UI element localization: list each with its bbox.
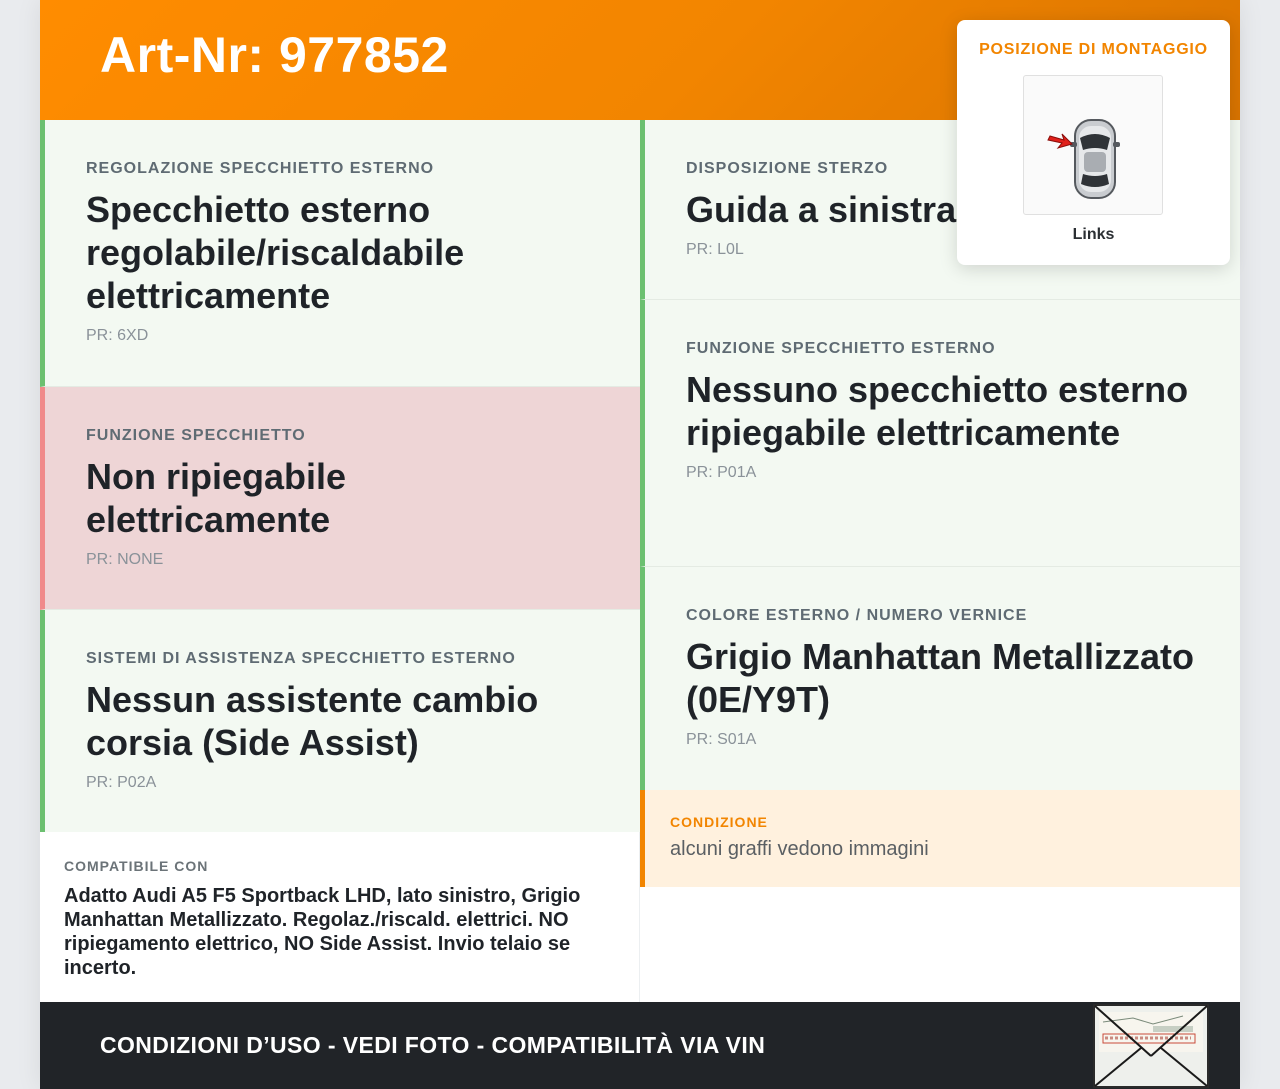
envelope-stamp-icon	[1093, 1004, 1209, 1088]
field-value: Specchietto esterno regolabile/riscaldabile elettricamente	[86, 189, 465, 316]
field-label: REGOLAZIONE SPECCHIETTO ESTERNO	[86, 160, 435, 177]
mounting-position-title: POSIZIONE DI MONTAGGIO	[979, 41, 1208, 58]
car-top-view-icon	[1023, 75, 1163, 215]
field-mirror-assist-systems	[40, 610, 640, 832]
field-pr-code: PR: S01A	[686, 731, 757, 748]
field-pr-code: PR: P02A	[86, 774, 157, 791]
condition-label: CONDIZIONE	[670, 814, 768, 830]
product-sheet	[40, 0, 1240, 1089]
field-label: SISTEMI DI ASSISTENZA SPECCHIETTO ESTERNO	[86, 650, 516, 667]
condition-text: alcuni graffi vedono immagini	[670, 838, 929, 860]
article-number: Art-Nr: 977852	[100, 27, 449, 83]
field-pr-code: PR: P01A	[686, 464, 757, 481]
field-exterior-color	[640, 567, 1240, 790]
field-exterior-mirror-function	[640, 300, 1240, 567]
footer-bar	[40, 1002, 1240, 1089]
field-label: DISPOSIZIONE STERZO	[686, 160, 889, 177]
field-mirror-function	[40, 387, 640, 610]
field-value: Grigio Manhattan Metallizzato (0E/Y9T)	[686, 636, 1195, 720]
field-pr-code: PR: 6XD	[86, 327, 149, 344]
field-label: FUNZIONE SPECCHIETTO ESTERNO	[686, 340, 996, 357]
compatibility-text: Adatto Audi A5 F5 Sportback LHD, lato sinistro, Grigio Manhattan Metallizzato. Regolaz./riscald. elettrici. NO ripiegamento elettrico, NO Side Assist. Invio telaio se incerto.	[64, 885, 581, 979]
field-value: Guida a sinistra	[686, 189, 957, 230]
mounting-position-caption: Links	[1072, 226, 1115, 243]
condition-box	[640, 790, 1240, 887]
field-pr-code: PR: NONE	[86, 551, 164, 568]
compatibility-box	[40, 832, 640, 1002]
field-label: FUNZIONE SPECCHIETTO	[86, 427, 306, 444]
field-value: Nessun assistente cambio corsia (Side Assist)	[86, 679, 539, 763]
compatibility-label: COMPATIBILE CON	[64, 858, 209, 874]
field-label: COLORE ESTERNO / NUMERO VERNICE	[686, 607, 1028, 624]
field-mirror-adjustment	[40, 120, 640, 387]
field-pr-code: PR: L0L	[686, 241, 744, 258]
footer-text: CONDIZIONI D’USO - VEDI FOTO - COMPATIBILITÀ VIA VIN	[100, 1032, 766, 1058]
field-value: Non ripiegabile elettricamente	[86, 456, 347, 540]
mounting-position-card	[957, 20, 1230, 265]
field-value: Nessuno specchietto esterno ripiegabile elettricamente	[686, 369, 1189, 453]
